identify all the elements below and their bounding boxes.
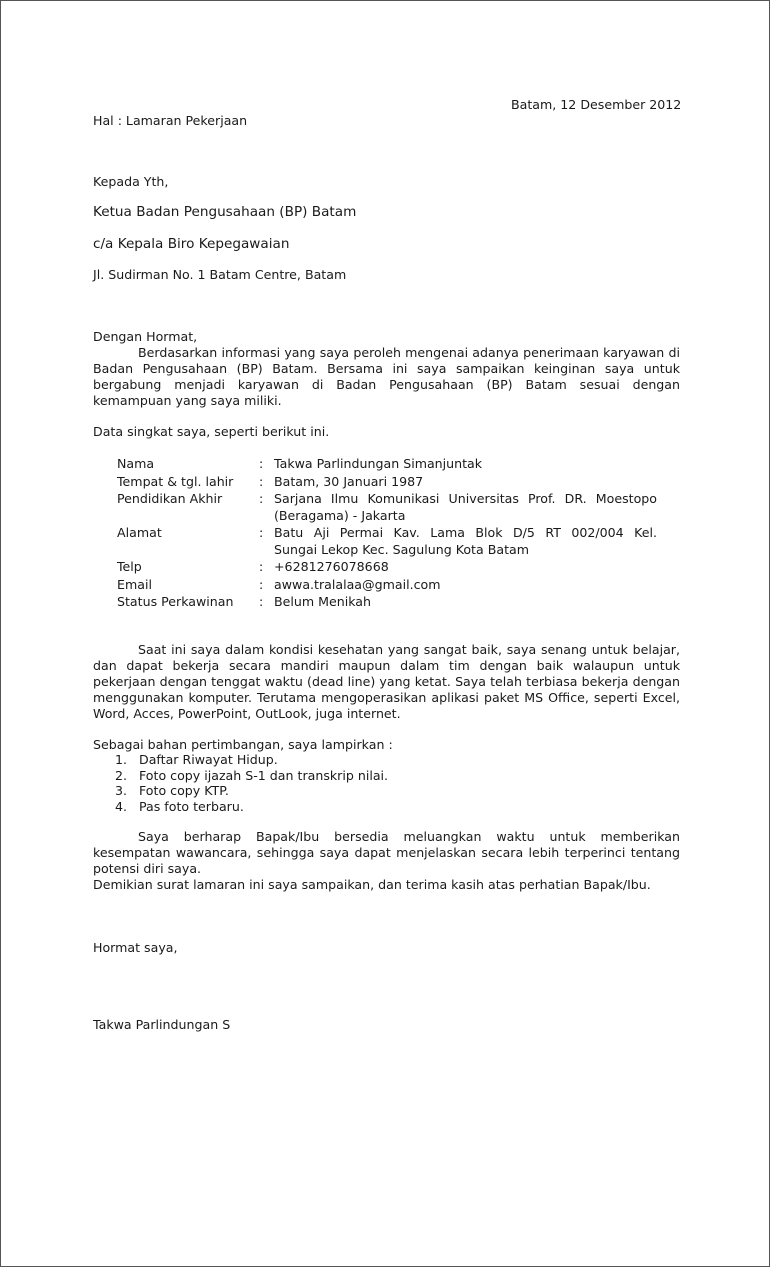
enclosure-intro: Sebagai bahan pertimbangan, saya lampirkan : <box>93 737 393 752</box>
data-row-education <box>117 491 657 524</box>
data-value: Belum Menikah <box>274 594 372 609</box>
data-label: Tempat & tgl. lahir <box>117 473 234 489</box>
data-label: Nama <box>117 456 155 471</box>
data-value-line2: Sungai Lekop Kec. Sagulung Kota Batam <box>274 541 529 557</box>
data-colon: : <box>259 456 264 471</box>
list-number: 4. <box>115 798 128 814</box>
list-number: 2. <box>115 767 128 783</box>
care-of: c/a Kepala Biro Kepegawaian <box>93 236 290 252</box>
data-value <box>274 491 657 508</box>
data-value: +6281276078668 <box>274 559 389 574</box>
data-label: Email <box>117 576 152 592</box>
data-row-address <box>117 525 657 558</box>
data-label: Alamat <box>117 525 162 540</box>
recipient-address: Jl. Sudirman No. 1 Batam Centre, Batam <box>93 267 347 282</box>
data-value-line1: Batu Aji Permai Kav. Lama Blok D/5 RT 002/004 Kel. <box>274 525 657 540</box>
data-value: awwa.tralalaa@gmail.com <box>274 576 441 592</box>
data-value-line2: (Beragama) - Jakarta <box>274 507 406 523</box>
list-text: Pas foto terbaru. <box>139 798 244 814</box>
to-greeting: Kepada Yth, <box>93 174 169 189</box>
data-row-birth <box>117 474 657 491</box>
data-value <box>274 525 657 542</box>
data-colon: : <box>259 594 264 609</box>
enclosure-list <box>115 752 388 814</box>
list-item <box>115 768 388 784</box>
closing-line: Demikian surat lamaran ini saya sampaikan, dan terima kasih atas perhatian Bapak/Ibu. <box>93 877 651 892</box>
data-value: Takwa Parlindungan Simanjuntak <box>274 456 483 471</box>
list-item <box>115 799 388 815</box>
salutation: Dengan Hormat, <box>93 329 198 344</box>
data-value: Batam, 30 Januari 1987 <box>274 473 424 489</box>
place-date: Batam, 12 Desember 2012 <box>511 97 682 112</box>
data-label: Status Perkawinan <box>117 594 234 609</box>
data-colon: : <box>259 473 264 489</box>
data-intro: Data singkat saya, seperti berikut ini. <box>93 424 330 439</box>
list-item <box>115 783 388 799</box>
condition-paragraph: Saat ini saya dalam kondisi kesehatan yang sangat baik, saya senang untuk belajar, dan dapat bekerja secara mandiri maupun dalam tim dengan baik walaupun untuk pekerjaan dengan tenggat waktu (dead line) yang ketat. Saya telah terbiasa bekerja dengan menggunakan komputer. Terutama mengoperasikan aplikasi paket MS Office, seperti Excel, Word, Acces, PowerPoint, OutLook, juga internet. <box>93 642 680 721</box>
subject-line: Hal : Lamaran Pekerjaan <box>93 113 248 128</box>
data-colon: : <box>259 559 264 574</box>
list-item <box>115 752 388 768</box>
data-colon: : <box>259 525 264 540</box>
personal-data-table <box>117 456 657 611</box>
regards: Hormat saya, <box>93 940 178 955</box>
list-text: Daftar Riwayat Hidup. <box>139 752 278 767</box>
list-text: Foto copy ijazah S-1 dan transkrip nilai. <box>139 767 389 783</box>
list-number: 3. <box>115 783 128 798</box>
signature-name: Takwa Parlindungan S <box>93 1017 231 1032</box>
data-colon: : <box>259 576 264 592</box>
hope-paragraph: Saya berharap Bapak/Ibu bersedia meluangkan waktu untuk memberikan kesempatan wawancara, sehingga saya dapat menjelaskan secara lebih terperinci tentang potensi diri saya. <box>93 829 680 876</box>
data-colon: : <box>259 491 264 506</box>
data-label: Pendidikan Akhir <box>117 491 223 506</box>
data-label: Telp <box>117 559 142 574</box>
data-row-name <box>117 456 657 473</box>
intro-paragraph: Berdasarkan informasi yang saya peroleh mengenai adanya penerimaan karyawan di Badan Pengusahaan (BP) Batam. Bersama ini saya sampaikan keinginan saya untuk bergabung menjadi karyawan di Badan Pengusahaan (BP) Batam sesuai dengan kemampuan yang saya miliki. <box>93 345 680 408</box>
data-row-marital <box>117 594 657 611</box>
recipient: Ketua Badan Pengusahaan (BP) Batam <box>93 204 357 220</box>
list-number: 1. <box>115 752 128 767</box>
data-value-line1: Sarjana Ilmu Komunikasi Universitas Prof. DR. Moestopo <box>274 491 657 506</box>
data-row-email <box>117 577 657 594</box>
data-row-phone <box>117 559 657 576</box>
list-text: Foto copy KTP. <box>139 783 229 798</box>
